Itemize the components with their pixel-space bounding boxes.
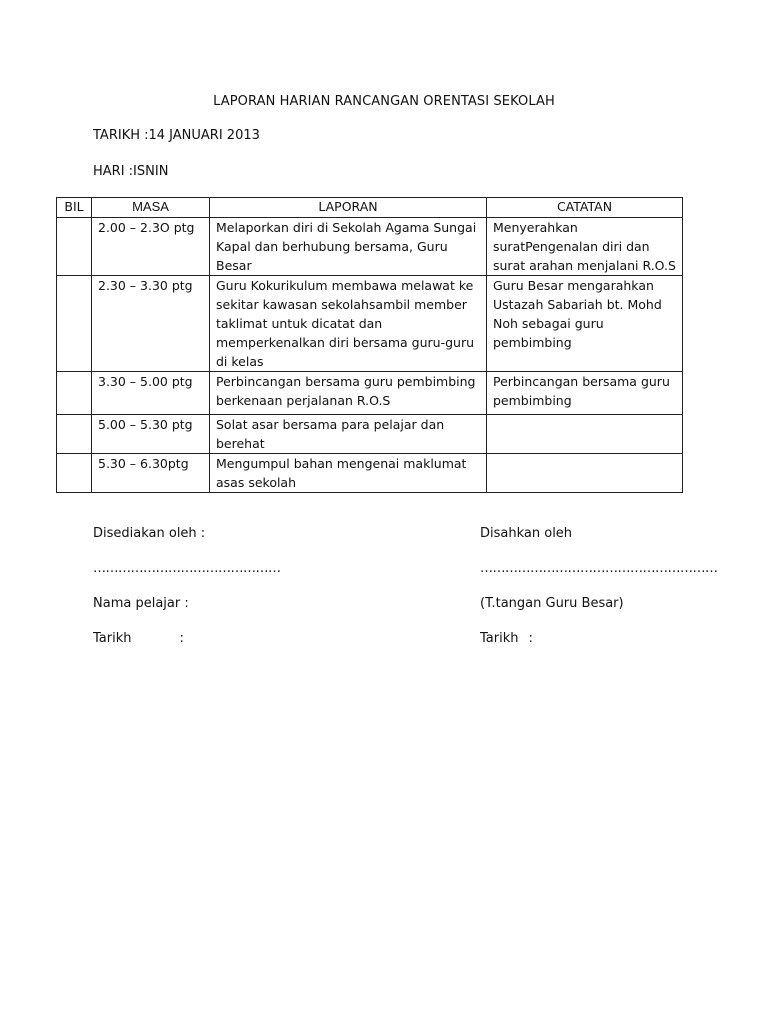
table-header-row bbox=[57, 198, 683, 218]
catatan-cell: Perbincangan bersama guru pembimbing bbox=[487, 372, 683, 415]
table-row bbox=[57, 276, 683, 372]
approved-date-colon: : bbox=[528, 631, 533, 646]
masa-cell: 5.00 – 5.30 ptg bbox=[92, 415, 210, 454]
table-row bbox=[57, 415, 683, 454]
table-row bbox=[57, 218, 683, 276]
laporan-cell: Solat asar bersama para pelajar dan berehat bbox=[210, 415, 487, 454]
table-row bbox=[57, 454, 683, 493]
daily-report-table bbox=[56, 197, 683, 493]
approved-date-field bbox=[480, 631, 533, 646]
headmaster-signature-label: (T.tangan Guru Besar) bbox=[480, 596, 624, 611]
header-catatan: CATATAN bbox=[487, 198, 683, 218]
laporan-cell: Perbincangan bersama guru pembimbing berkenaan perjalanan R.O.S bbox=[210, 372, 487, 415]
bil-cell bbox=[57, 454, 92, 493]
masa-cell: 3.30 – 5.00 ptg bbox=[92, 372, 210, 415]
catatan-cell bbox=[487, 454, 683, 493]
masa-cell: 2.00 – 2.3O ptg bbox=[92, 218, 210, 276]
bil-cell bbox=[57, 218, 92, 276]
prepared-date-field bbox=[93, 631, 184, 646]
approved-by-signature-line: ………………………………………………… bbox=[480, 561, 718, 576]
prepared-by-label: Disediakan oleh : bbox=[93, 526, 206, 541]
header-laporan: LAPORAN bbox=[210, 198, 487, 218]
masa-cell: 2.30 – 3.30 ptg bbox=[92, 276, 210, 372]
bil-cell bbox=[57, 276, 92, 372]
catatan-cell: Menyerahkan suratPengenalan diri dan surat arahan menjalani R.O.S bbox=[487, 218, 683, 276]
laporan-cell: Mengumpul bahan mengenai maklumat asas sekolah bbox=[210, 454, 487, 493]
bil-cell bbox=[57, 372, 92, 415]
header-masa: MASA bbox=[92, 198, 210, 218]
table-row bbox=[57, 372, 683, 415]
catatan-cell: Guru Besar mengarahkan Ustazah Sabariah bt. Mohd Noh sebagai guru pembimbing bbox=[487, 276, 683, 372]
approved-by-label: Disahkan oleh bbox=[480, 526, 573, 541]
bil-cell bbox=[57, 415, 92, 454]
prepared-date-colon: : bbox=[179, 631, 184, 646]
masa-cell: 5.30 – 6.30ptg bbox=[92, 454, 210, 493]
report-day: HARI :ISNIN bbox=[93, 164, 169, 179]
prepared-by-signature-line: ……………………………………… bbox=[93, 561, 281, 576]
approved-date-label: Tarikh bbox=[480, 631, 519, 646]
document-title: LAPORAN HARIAN RANCANGAN ORENTASI SEKOLAH bbox=[213, 94, 555, 109]
prepared-date-label: Tarikh bbox=[93, 631, 132, 646]
student-name-label: Nama pelajar : bbox=[93, 596, 189, 611]
catatan-cell bbox=[487, 415, 683, 454]
laporan-cell: Melaporkan diri di Sekolah Agama Sungai Kapal dan berhubung bersama, Guru Besar bbox=[210, 218, 487, 276]
header-bil: BIL bbox=[57, 198, 92, 218]
laporan-cell: Guru Kokurikulum membawa melawat ke sekitar kawasan sekolahsambil member taklimat untuk dicatat dan memperkenalkan diri bersama guru-guru di kelas bbox=[210, 276, 487, 372]
report-date: TARIKH :14 JANUARI 2013 bbox=[93, 128, 260, 143]
